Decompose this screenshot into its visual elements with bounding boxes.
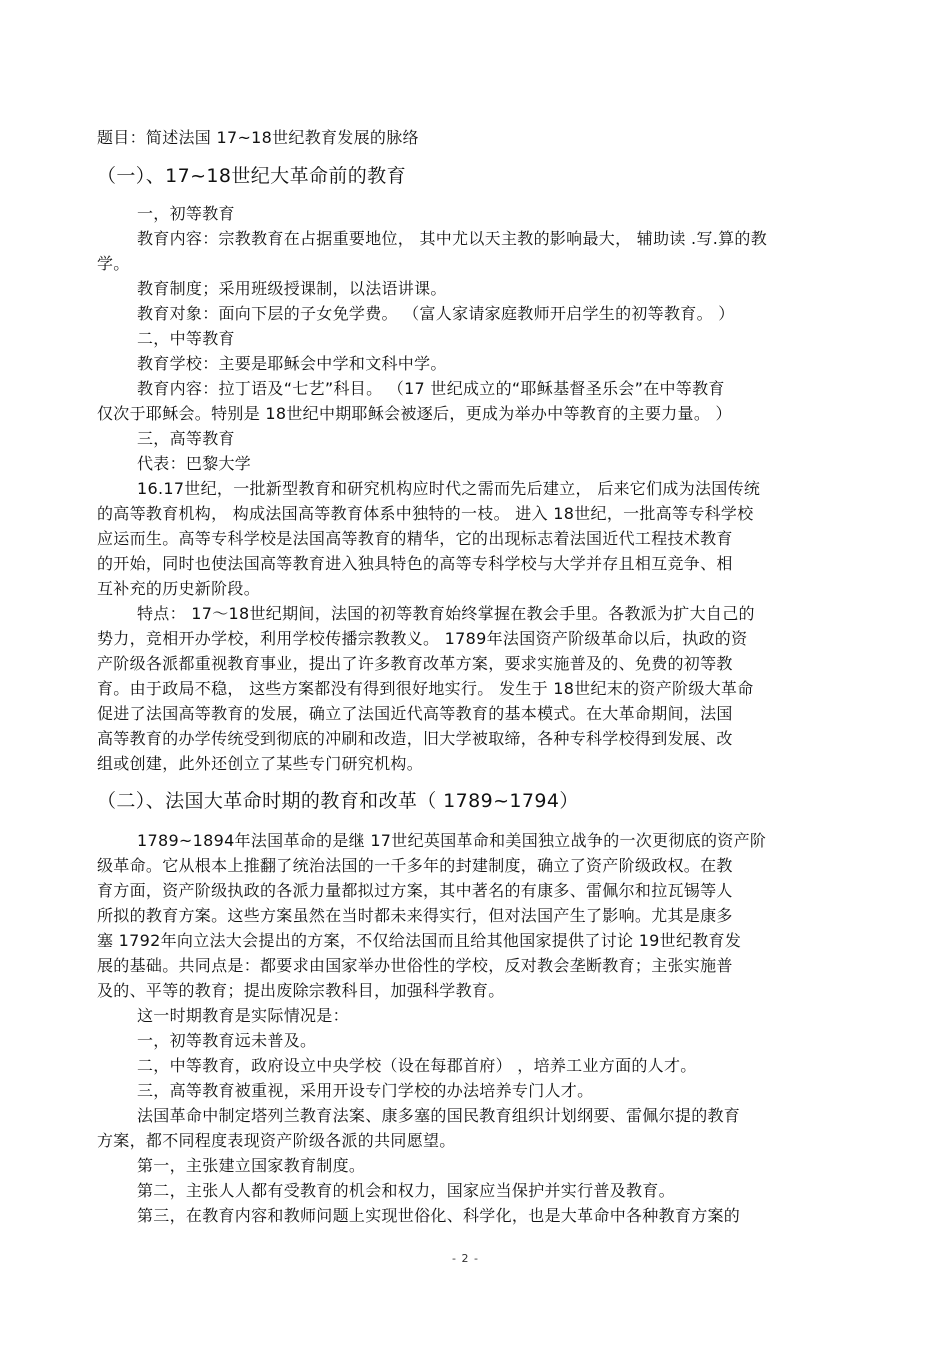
paragraph-line: 一，初等教育	[137, 204, 235, 223]
paragraph-line: 的高等教育机构， 构成法国高等教育体系中独特的一枝。 进入 18世纪，一批高等专科学校	[97, 504, 754, 523]
paragraph-line: 16.17世纪，一批新型教育和研究机构应时代之需而先后建立， 后来它们成为法国传统	[137, 479, 761, 498]
paragraph-line: 二，中等教育	[137, 329, 235, 348]
paragraph-line: 教育学校：主要是耶稣会中学和文科中学。	[137, 354, 447, 373]
paragraph-line: 这一时期教育是实际情况是：	[137, 1006, 349, 1025]
paragraph-line: 应运而生。高等专科学校是法国高等教育的精华，它的出现标志着法国近代工程技术教育	[97, 529, 733, 548]
paragraph-line: 第二，主张人人都有受教育的机会和权力，国家应当保护并实行普及教育。	[137, 1181, 675, 1200]
paragraph-line: 二，中等教育，政府设立中央学校（设在每郡首府） ，培养工业方面的人才。	[137, 1056, 697, 1075]
paragraph-line: 第三，在教育内容和教师问题上实现世俗化、科学化，也是大革命中各种教育方案的	[137, 1206, 741, 1225]
page-number: - 2 -	[452, 1252, 479, 1265]
paragraph-line: 及的、平等的教育；提出废除宗教科目，加强科学教育。	[97, 981, 505, 1000]
paragraph-line: 第一，主张建立国家教育制度。	[137, 1156, 366, 1175]
paragraph-line: 仅次于耶稣会。特别是 18世纪中期耶稣会被逐后，更成为举办中等教育的主要力量。 ）	[97, 404, 732, 423]
section-heading-1: （一）、17~18世纪大革命前的教育	[97, 165, 406, 187]
paragraph-line: 塞 1792年向立法大会提出的方案，不仅给法国而且给其他国家提供了讨论 19世纪教育发	[97, 931, 742, 950]
paragraph-line: 组或创建，此外还创立了某些专门研究机构。	[97, 754, 424, 773]
paragraph-line: 级革命。它从根本上推翻了统治法国的一千多年的封建制度，确立了资产阶级政权。在教	[97, 856, 733, 875]
paragraph-line: 代表：巴黎大学	[137, 454, 252, 473]
paragraph-line: 方案，都不同程度表现资产阶级各派的共同愿望。	[97, 1131, 456, 1150]
section-heading-2: （二）、法国大革命时期的教育和改革（ 1789~1794）	[97, 790, 579, 812]
paragraph-line: 展的基础。共同点是：都要求由国家举办世俗性的学校，反对教会垄断教育；主张实施普	[97, 956, 733, 975]
paragraph-line: 教育内容：宗教教育在占据重要地位， 其中尤以天主教的影响最大， 辅助读 .写.算的教	[137, 229, 768, 248]
paragraph-line: 的开始，同时也使法国高等教育进入独具特色的高等专科学校与大学并存且相互竞争、相	[97, 554, 733, 573]
paragraph-line: 一，初等教育远未普及。	[137, 1031, 317, 1050]
paragraph-line: 产阶级各派都重视教育事业，提出了许多教育改革方案，要求实施普及的、免费的初等教	[97, 654, 733, 673]
paragraph-line: 促进了法国高等教育的发展，确立了法国近代高等教育的基本模式。在大革命期间，法国	[97, 704, 733, 723]
paragraph-line: 互补充的历史新阶段。	[97, 579, 261, 598]
paragraph-line: 三，高等教育被重视，采用开设专门学校的办法培养专门人才。	[137, 1081, 594, 1100]
paragraph-line: 1789~1894年法国革命的是继 17世纪英国革命和美国独立战争的一次更彻底的资产阶	[137, 831, 767, 850]
paragraph-line: 高等教育的办学传统受到彻底的冲刷和改造，旧大学被取缔，各种专科学校得到发展、改	[97, 729, 733, 748]
paragraph-line: 特点： 17～18世纪期间，法国的初等教育始终掌握在教会手里。各教派为扩大自己的	[137, 604, 755, 623]
paragraph-line: 法国革命中制定塔列兰教育法案、康多塞的国民教育组织计划纲要、雷佩尔提的教育	[137, 1106, 741, 1125]
paragraph-line: 三，高等教育	[137, 429, 235, 448]
document-title: 题目：简述法国 17~18世纪教育发展的脉络	[97, 128, 419, 147]
paragraph-line: 教育对象：面向下层的子女免学费。 （富人家请家庭教师开启学生的初等教育。 ）	[137, 304, 735, 323]
paragraph-line: 育。由于政局不稳， 这些方案都没有得到很好地实行。 发生于 18世纪末的资产阶级大革命	[97, 679, 754, 698]
paragraph-line: 学。	[97, 254, 130, 273]
paragraph-line: 育方面，资产阶级执政的各派力量都拟过方案，其中著名的有康多、雷佩尔和拉瓦锡等人	[97, 881, 733, 900]
paragraph-line: 势力，竞相开办学校，利用学校传播宗教教义。 1789年法国资产阶级革命以后，执政的资	[97, 629, 748, 648]
paragraph-line: 教育内容：拉丁语及“七艺”科目。 （17 世纪成立的“耶稣基督圣乐会”在中等教育	[137, 379, 725, 398]
paragraph-line: 教育制度；采用班级授课制，以法语讲课。	[137, 279, 447, 298]
paragraph-line: 所拟的教育方案。这些方案虽然在当时都未来得实行，但对法国产生了影响。尤其是康多	[97, 906, 733, 925]
